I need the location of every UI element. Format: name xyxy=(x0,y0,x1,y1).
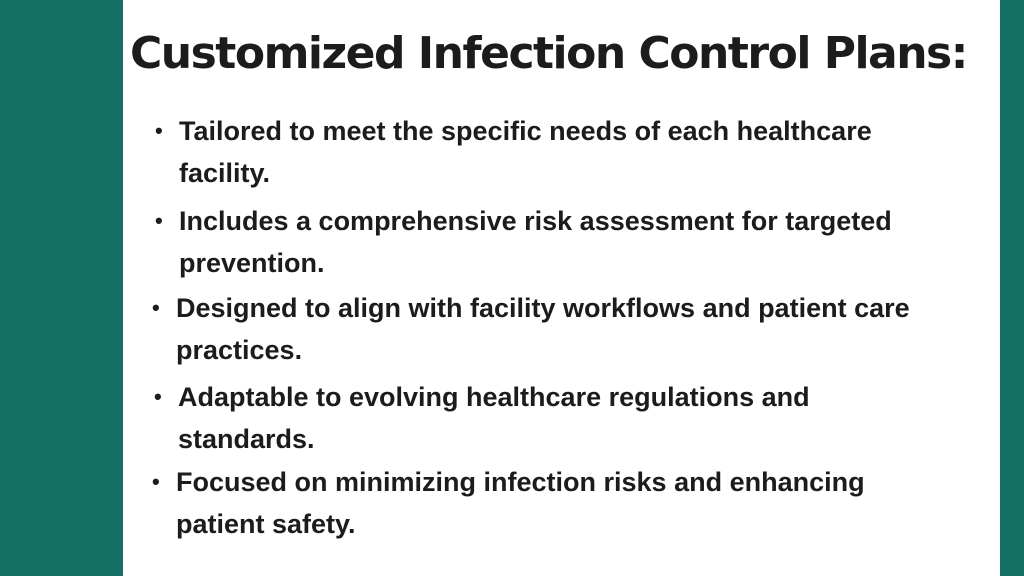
bullet-line: facility. xyxy=(179,158,271,188)
bullet-item xyxy=(155,110,872,194)
bullet-item xyxy=(152,461,865,545)
slide-title: Customized Infection Control Plans: xyxy=(130,28,967,79)
bullet-line: practices. xyxy=(176,335,303,365)
bullet-line: prevention. xyxy=(179,248,325,278)
left-accent-bar xyxy=(0,0,123,576)
bullet-dot: • xyxy=(155,208,163,233)
bullet-line: Includes a comprehensive risk assessment for targeted xyxy=(179,206,892,236)
bullet-line: Designed to align with facility workflows and patient care xyxy=(176,293,910,323)
bullet-item xyxy=(155,200,892,284)
bullet-item xyxy=(152,287,910,371)
bullet-dot: • xyxy=(152,469,160,494)
bullet-dot: • xyxy=(154,384,162,409)
bullet-line: Tailored to meet the specific needs of each healthcare xyxy=(179,116,872,146)
bullet-line: Adaptable to evolving healthcare regulations and xyxy=(178,382,810,412)
bullet-dot: • xyxy=(155,118,163,143)
bullet-dot: • xyxy=(152,295,160,320)
bullet-item xyxy=(154,376,810,460)
bullet-line: patient safety. xyxy=(176,509,356,539)
bullet-line: Focused on minimizing infection risks and enhancing xyxy=(176,467,865,497)
bullet-line: standards. xyxy=(178,424,315,454)
right-accent-bar xyxy=(1000,0,1024,576)
